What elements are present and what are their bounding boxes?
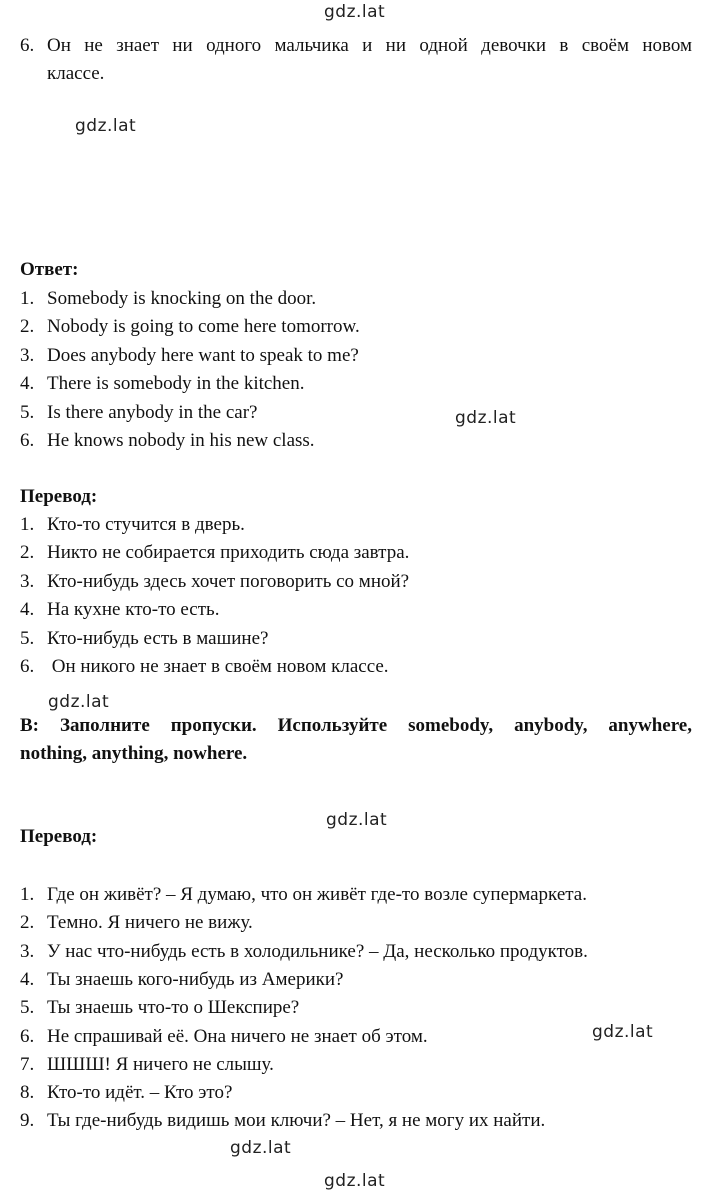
task6-text-continued: классе.: [47, 63, 105, 84]
translation2-item: [20, 940, 588, 964]
translation2-item-number: 5.: [20, 997, 35, 1019]
answer-heading: Ответ:: [20, 259, 79, 280]
translation-item: [20, 541, 409, 565]
translation2-item: [20, 1081, 232, 1105]
section-b-title: B: Заполните пропуски. Используйте somebody, anybody, anywhere,: [20, 715, 692, 736]
translation2-item: [20, 911, 253, 935]
translation2-item-number: 3.: [20, 940, 35, 962]
translation2-item: [20, 883, 587, 907]
translation2-item-number: 4.: [20, 968, 35, 990]
section-b-title-continued: nothing, anything, nowhere.: [20, 743, 248, 764]
answer-item-text: Somebody is knocking on the door.: [47, 288, 317, 309]
translation-item: [20, 570, 409, 594]
translation-item-text: Кто-то стучится в дверь.: [47, 514, 245, 535]
answer-item: [20, 315, 360, 339]
watermark-top: gdz.lat: [324, 2, 386, 22]
answer-item-text: Does anybody here want to speak to me?: [47, 344, 359, 366]
translation-item-number: 1.: [20, 514, 35, 535]
translation2-item-number: 7.: [20, 1053, 35, 1075]
task6-text: Он не знает ни одного мальчика и ни одной девочки в своём новом: [47, 35, 692, 56]
answer-item: [20, 429, 315, 453]
translation-item-number: 2.: [20, 542, 35, 564]
translation2-item-text: ШШШ! Я ничего не слышу.: [47, 1053, 274, 1075]
answer-item-text: There is somebody in the kitchen.: [47, 373, 305, 395]
translation-item-number: 5.: [20, 627, 35, 649]
translation2-item: [20, 1025, 428, 1049]
translation2-item: [20, 996, 299, 1020]
answer-item-number: 3.: [20, 344, 35, 366]
translation2-heading: Перевод:: [20, 826, 98, 847]
watermark: gdz.lat: [75, 116, 137, 136]
watermark: gdz.lat: [592, 1022, 654, 1042]
translation2-item-text: Не спрашивай её. Она ничего не знает об этом.: [47, 1025, 428, 1047]
translation2-item: [20, 968, 343, 992]
translation2-item-text: Ты знаешь кого-нибудь из Америки?: [47, 968, 344, 990]
answer-item: [20, 372, 305, 396]
translation-item: [20, 655, 389, 679]
translation-heading: Перевод:: [20, 486, 98, 507]
answer-item-number: 5.: [20, 401, 35, 423]
translation-item-text: Кто-нибудь есть в машине?: [47, 627, 269, 649]
answer-item-text: Is there anybody in the car?: [47, 401, 258, 423]
answer-item: [20, 344, 359, 368]
watermark: gdz.lat: [455, 408, 517, 428]
answer-item-text: Nobody is going to come here tomorrow.: [47, 316, 360, 338]
answer-item: [20, 287, 316, 311]
translation2-item: [20, 1053, 274, 1077]
task6-line1: [20, 32, 692, 60]
translation-item-number: 6.: [20, 656, 35, 677]
translation-item: [20, 513, 245, 537]
translation2-item-text: Где он живёт? – Я думаю, что он живёт где-то возле супермаркета.: [47, 884, 587, 905]
translation2-item-text: Ты знаешь что-то о Шекспире?: [47, 997, 300, 1019]
translation-item-text: Кто-нибудь здесь хочет поговорить со мной?: [47, 570, 410, 592]
translation2-item-number: 1.: [20, 884, 35, 905]
answer-item-number: 4.: [20, 373, 35, 395]
translation2-item: [20, 1109, 545, 1133]
translation2-item-number: 6.: [20, 1025, 35, 1047]
translation2-item-number: 2.: [20, 912, 35, 934]
answer-item-number: 2.: [20, 316, 35, 338]
translation-item: [20, 598, 219, 622]
answer-item-number: 6.: [20, 430, 35, 451]
translation-item: [20, 627, 268, 651]
task6-number: 6.: [20, 35, 35, 56]
translation2-item-text: У нас что-нибудь есть в холодильнике? – Да, несколько продуктов.: [47, 940, 588, 962]
watermark-bottom: gdz.lat: [324, 1171, 386, 1191]
watermark: gdz.lat: [326, 810, 388, 830]
translation2-item-text: Ты где-нибудь видишь мои ключи? – Нет, я не могу их найти.: [47, 1110, 546, 1132]
translation-item-number: 3.: [20, 570, 35, 592]
translation2-item-text: Темно. Я ничего не вижу.: [47, 912, 253, 934]
watermark: gdz.lat: [48, 692, 110, 712]
translation2-item-text: Кто-то идёт. – Кто это?: [47, 1082, 233, 1104]
translation2-item-number: 9.: [20, 1110, 35, 1132]
task6-line2: [47, 62, 104, 86]
answer-item: [20, 401, 258, 425]
watermark: gdz.lat: [230, 1138, 292, 1158]
translation2-item-number: 8.: [20, 1082, 35, 1104]
answer-item-number: 1.: [20, 288, 35, 309]
translation-item-text: На кухне кто-то есть.: [47, 599, 220, 621]
translation-item-text: Никто не собирается приходить сюда завтра.: [47, 542, 410, 564]
translation-item-text: Он никого не знает в своём новом классе.: [47, 656, 389, 677]
answer-item-text: He knows nobody in his new class.: [47, 430, 315, 451]
translation-item-number: 4.: [20, 599, 35, 621]
